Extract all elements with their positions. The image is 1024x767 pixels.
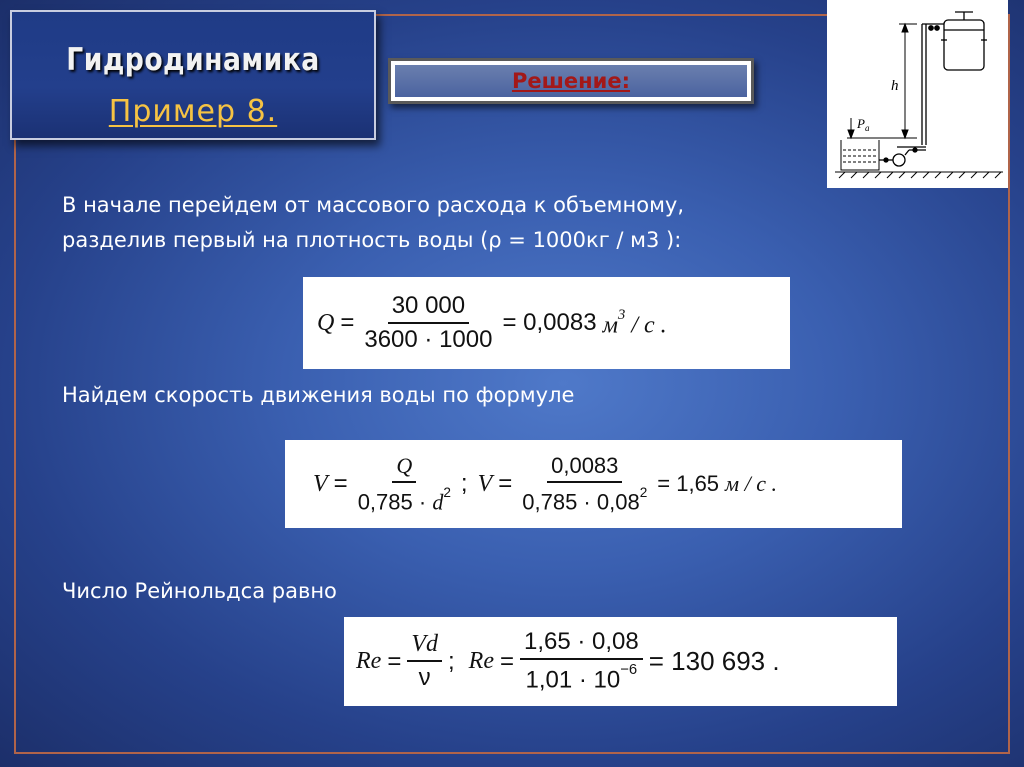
velocity-fraction-2 [518, 453, 651, 515]
flow-rate-fraction [360, 292, 496, 354]
slide-title: Гидродинамика [66, 42, 320, 78]
equals-sign: = [333, 470, 348, 497]
reynolds-paragraph: Число Рейнольдса равно [62, 579, 337, 603]
reynolds-denominator-1: ν [418, 664, 431, 691]
slide-subtitle-text: Пример 8. [108, 94, 278, 129]
velocity-denominator-1: $0,785 \cdot d^2$ [357, 484, 451, 515]
reynolds-lhs-1: Re [356, 648, 382, 674]
pressure-label: $P_a$ [857, 116, 870, 133]
equals-sign: = [340, 309, 355, 336]
tank-icon [941, 12, 987, 70]
velocity-paragraph: Найдем скорость движения воды по формуле [62, 383, 575, 407]
height-label: h [891, 78, 899, 94]
velocity-lhs-2: V [477, 470, 493, 497]
reynolds-formula [344, 617, 897, 706]
velocity-result: = 1,65 [657, 471, 720, 496]
flow-rate-numerator: 30 000 [388, 292, 469, 324]
pipe-icon [897, 24, 944, 147]
separator: ; [448, 647, 455, 675]
solution-box [388, 58, 754, 104]
reservoir-icon [841, 140, 879, 170]
reynolds-numerator-1: Vd [407, 631, 442, 662]
flow-rate-result: = 0,0083 [502, 309, 597, 336]
title-box [10, 10, 376, 140]
solution-box-inner [395, 65, 747, 97]
velocity-formula [285, 440, 902, 528]
flow-rate-unit: $м^3$ / с . [602, 306, 667, 339]
velocity-fraction-1 [354, 453, 455, 515]
velocity-unit: м / с . [725, 471, 777, 496]
pressure-arrow [848, 118, 854, 138]
ground-hatch [835, 172, 1003, 178]
reynolds-denominator-2: $1,01 \cdot 10^{-6}$ [525, 662, 638, 694]
velocity-numerator-1: Q [392, 453, 416, 483]
slide-subtitle [12, 94, 374, 129]
flow-rate-formula [303, 277, 790, 369]
reynolds-fraction-2 [520, 628, 643, 694]
separator: ; [460, 470, 468, 497]
flow-rate-lhs: Q [317, 309, 335, 336]
velocity-lhs-1: V [313, 470, 328, 497]
equals-sign: = [499, 647, 514, 675]
reynolds-result: = 130 693 . [648, 646, 780, 676]
solution-label: Решение: [511, 69, 631, 93]
velocity-denominator-2: $0,785 \cdot 0,08^2$ [522, 484, 648, 515]
intro-line-1: В начале перейдем от массового расхода к объемному, [62, 193, 685, 217]
pump-diagram-svg [827, 0, 1008, 188]
pump-diagram [827, 0, 1008, 188]
velocity-numerator-2: 0,0083 [547, 453, 622, 483]
intro-paragraph [62, 188, 684, 258]
pump-icon [879, 148, 926, 166]
equals-sign: = [498, 470, 513, 497]
flow-rate-denominator: 3600 · 1000 [364, 326, 493, 353]
reynolds-lhs-2: Re [468, 648, 494, 674]
equals-sign: = [387, 647, 402, 675]
reynolds-numerator-2: 1,65 · 0,08 [520, 628, 643, 660]
intro-line-2: разделив первый на плотность воды (ρ = 1000кг / м3 ): [62, 228, 682, 252]
reynolds-fraction-1 [407, 631, 442, 692]
